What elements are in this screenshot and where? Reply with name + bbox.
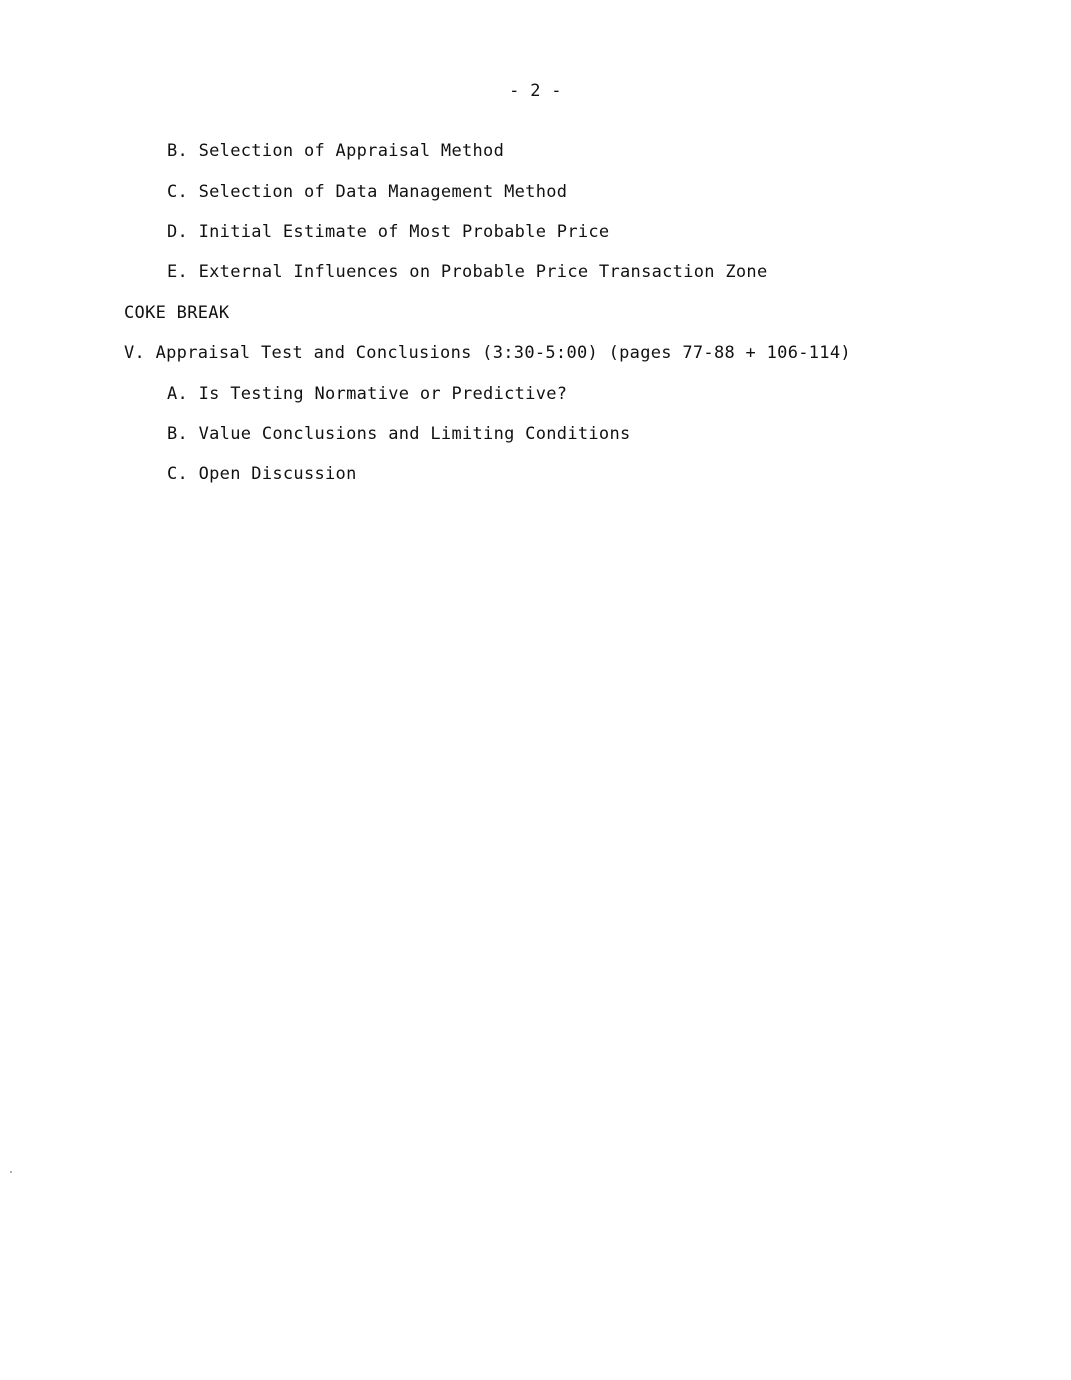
page-number: - 2 - (509, 81, 562, 101)
outline-item-open-discussion: C. Open Discussion (167, 464, 357, 484)
outline-item-value-conclusions: B. Value Conclusions and Limiting Conditions (167, 424, 631, 444)
scan-speck (10, 1171, 12, 1173)
section-v-heading: V. Appraisal Test and Conclusions (3:30-5:00) (pages 77-88 + 106-114) (124, 343, 851, 363)
outline-item-testing-normative: A. Is Testing Normative or Predictive? (167, 384, 568, 404)
outline-item-external-influences: E. External Influences on Probable Price Transaction Zone (167, 262, 768, 282)
outline-item-selection-data-management-method: C. Selection of Data Management Method (167, 182, 568, 202)
outline-item-initial-estimate: D. Initial Estimate of Most Probable Price (167, 222, 610, 242)
break-label: COKE BREAK (124, 303, 230, 323)
outline-item-selection-appraisal-method: B. Selection of Appraisal Method (167, 141, 505, 161)
